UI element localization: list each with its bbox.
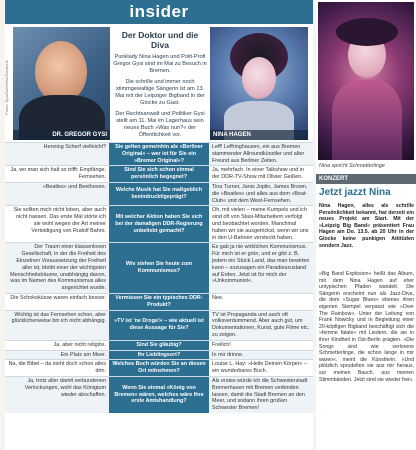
photo-credit: Fotos: Dpa/SiA/Kreis/Schwerin	[4, 60, 9, 115]
costume-shape	[332, 80, 402, 160]
hagen-answer: Als erstes würde ich die Schwesterstadt Bremerhaven mit Bremen verbinden lassen, damit die Stadt Bremen an den Meer, und sodann ihren großen Schwester Bremen!	[209, 377, 313, 413]
question: Sind Sie sich schon einmal persönlich begegnet?	[109, 166, 209, 182]
question: Welche Musik hat Sie maßgeblich beeindruckt/geprägt?	[109, 183, 209, 205]
gysi-answer: Ja, aber nicht religiös.	[53, 341, 106, 348]
hagen-answer: Oh, mit vielen – meine Kumpels und ich sind oft von Stasi-Mitarbeitern verfolgt und beobachtet worden. Manchmal haben wir sie ausgetrickst, wenn wir uns in den U-Bahnen versteckt haben.	[212, 207, 309, 241]
question: Wenn Sie einmal »König von Bremen« wären, welches wäre Ihre erste Amtshandlung?	[109, 377, 209, 413]
intro-paragraph-3: Der Rechtsanwalt und Politiker Gysi stellt am 11. Mai im Lagerhaus sein neues Buch »Was nun?« der Öffentlichkeit vor.	[115, 111, 205, 138]
hagen-answer: Tina Turner, Janis Joplin, James Brown, die »Beatles« und alles aus dem »Beat-Club« und dem West-Fernsehen.	[209, 183, 313, 205]
question: Mit welcher Aktion haben Sie sich bei der damaligen DDR-Regierung unbeliebt gemacht?	[109, 206, 209, 242]
hagen-answer: TV ist Propaganda und auch oft volksverdummend. Aber auch gut, um Dokumentationen, Kunst, gute Filme etc. zu zeigen.	[209, 311, 313, 340]
question: Vermissen Sie ein typisches DDR-Produkt?	[109, 294, 209, 310]
gysi-answer: Henning Scherf vielleicht?	[5, 143, 109, 165]
interview-row	[5, 242, 313, 293]
portrait-caption-left: DR. GREGOR GYSI	[13, 130, 110, 140]
gysi-answer: Na, die Bibel – da steht doch schon alles drin.	[8, 361, 106, 375]
article-intro	[113, 27, 207, 140]
concert-lead: Nina Hagen, alles als schrille Persönlichkeit bekannt, hat derzeit ein neues Projekt am Start. Mit der »Leipzig Big Band« präsentiert Frau Hagen am Do. 13.5. ab 20 Uhr in der Glocke keine punkigen Attitüden sondern Jazz.	[319, 203, 414, 249]
interview-row	[5, 205, 313, 242]
interview-row	[5, 359, 313, 376]
interview-row	[5, 165, 313, 182]
face-shape	[35, 41, 87, 103]
gysi-answer: Wichtig ist das Fernsehen schon, aber glücklicherweise bin ich nicht abhängig.	[5, 311, 109, 340]
portrait-gysi	[13, 27, 110, 140]
hagen-answer: Leff! Leffringhausen, ein aus Bremen stammender Allroundkünstler und alter Freund aus Berliner Zeiten.	[209, 143, 313, 165]
section-title: insider	[129, 2, 189, 21]
concert-kicker: KONZERT	[316, 174, 416, 184]
hagen-answer: Freilich!	[212, 341, 231, 348]
interview-row	[5, 310, 313, 340]
gysi-answer: Der Traum einer klassenlosen Gesellschaft, in der die Freiheit des Einzelnen Voraussetzung der Freiheit aller ist, bleibt einer der wichtigsten Menschheitsträume, unabhängig davon, was im Namen des Kommunismus alles angerichtet wurde.	[5, 243, 109, 293]
intro-paragraph-2: Die schrille und immer noch stimmgewaltige Sängerin ist am 13. Mai mit der Leipziger Bigband in der Glocke zu Gast.	[115, 79, 205, 106]
question: »TV ist 'ne Droge!« – wie aktuell ist diese Aussage für Sie?	[109, 311, 209, 340]
interview-table	[5, 142, 313, 413]
interview-row	[5, 340, 313, 350]
portrait-caption-right: NINA HAGEN	[210, 130, 308, 140]
concert-headline: Jetzt jazzt Nina	[319, 187, 391, 198]
interview-row	[5, 182, 313, 205]
interview-row	[5, 376, 313, 413]
hair-shape	[336, 18, 398, 46]
portrait-hagen	[210, 27, 308, 140]
question: Sind Sie gläubig?	[109, 341, 209, 350]
hagen-answer: Nee.	[212, 294, 224, 301]
interview-article	[5, 0, 313, 450]
section-banner	[5, 0, 313, 24]
concert-photo-caption: Nina spricht Schmetterlinge	[319, 163, 385, 169]
interview-row	[5, 350, 313, 360]
concert-photo	[318, 2, 414, 160]
concert-body: »Big Band Explosion« heißt das Album, mit dem Nina Hagen auf eher untypischen Pfaden wandelt. Die Sängerin erscheint nun als Jazz-Diva, die dem »Sugar Blues« ebenso ihren eigenen Stempel verpasst wie »Over The Rainbow«. Unter der Leitung von Frank Nowicky und in Begleitung einer 20-köpfigen Bigband beschäftigt sich die »femme fatale« mit Liedern, die sie in ihrer Kindheit in Ost-Berlin prägten. »Die Songs sind wie verlorene Schmetterlinge, die schon lange in mir waren«, meint die Künstlerin. »Und plötzlich sprudelten sie aus mir heraus, sur meinen Bauch, aus meinen Stimmbänden. Jetzt sind sie wieder frei«.	[319, 271, 414, 383]
gysi-answer: »Beatles« und Beethoven.	[5, 183, 109, 205]
question: Ihr Lieblingsort?	[109, 351, 209, 360]
gysi-answer: Ein Platz am Meer.	[5, 351, 109, 360]
gysi-answer: Sie sollten mich nicht loben, aber auch nicht hassen. Das erste Mal störte ich sie wohl wegen der Art meiner Verteidigung von Rudolf Bahro.	[13, 207, 106, 234]
gysi-answer: Ja, trotz aller damit verbundenen Verlockungen, wohl das Königtum wieder abschaffen.	[5, 377, 109, 413]
article-title: Der Doktor und die Diva	[121, 30, 199, 50]
gysi-answer: Die Schokoküsse waren einfach besser.	[10, 294, 106, 301]
interview-row	[5, 293, 313, 310]
question: Welches Buch würden Sie an diesen Ort mitnehmen?	[109, 360, 209, 376]
hagen-answer: Es gab ja nie wirklichen Kommunismus. Für mich ist er grün, und er gibt z. B. jedem ein Stück Land, das man bewirten kann – sozusagen ein Paradieszustand auf Erden. Jetzt ist für mich der »Unkommunist«.	[209, 243, 313, 293]
interview-row	[5, 142, 313, 165]
question: Sie gelten gemeinhin als »Berliner Original« – wer ist für Sie ein »Bremer Original«?	[109, 143, 209, 165]
face-shape	[242, 57, 276, 99]
concert-article	[316, 0, 416, 450]
hagen-answer: Louise L. Hay: »Heile Deinen Körper« – ein wunderbares Buch.	[212, 361, 307, 375]
hagen-answer: Ja, mehrfach. In einer Talkshow und in der DDR-TV-Show mit Olivier Geißen.	[212, 167, 304, 181]
question: Wie stehen Sie heute zum Kommunismus?	[109, 243, 209, 293]
hagen-answer: In mir drinne.	[209, 351, 313, 360]
intro-paragraph-1: Punklady Nina Hagen und Polit-Profi Gregor Gysi sind im Mai zu Besuch in Bremen.	[113, 54, 207, 74]
gysi-answer: Ja, wo man sich halt so trifft: Empfänge, Fernsehen.	[10, 167, 106, 181]
